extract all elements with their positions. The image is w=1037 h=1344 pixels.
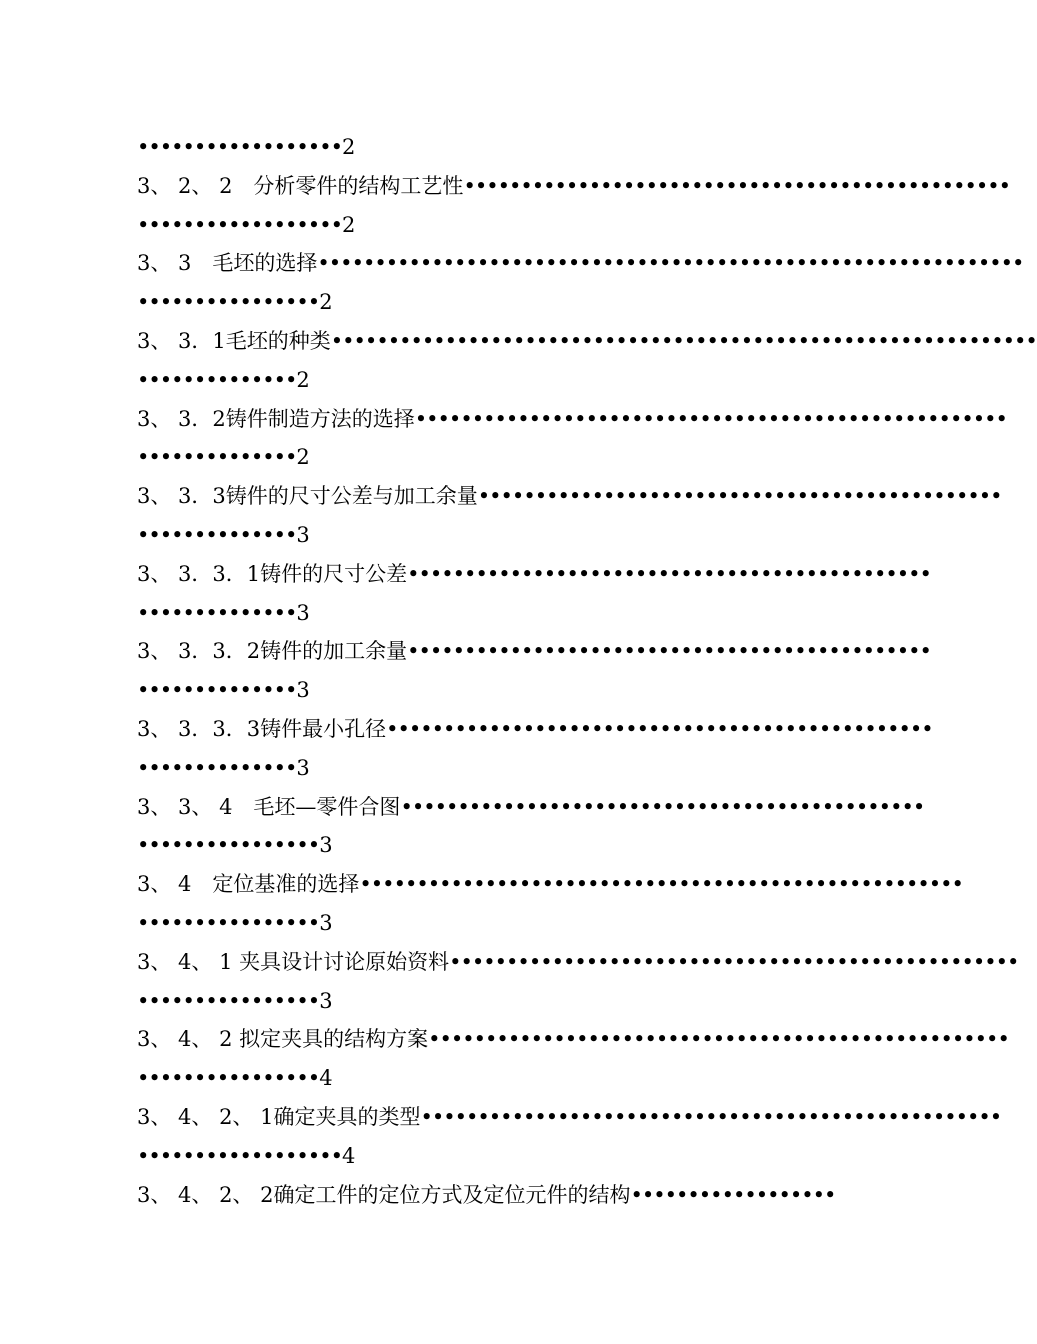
toc-page-number: 3 [319,910,333,935]
toc-leader-dots: •••••••••••••••••• [630,1182,836,1207]
toc-leader-dots: •••••••••••••••••••••••••••••••••••••••••••••••• [386,716,933,741]
toc-page-number: 3 [296,678,310,703]
toc-page-number: 4 [341,1143,356,1168]
toc-entry-label: 3、 3．3．2铸件的加工余量 [137,639,408,664]
toc-entry [137,555,931,594]
toc-page-number: 3 [296,522,310,547]
toc-continuation-line [137,904,837,943]
toc-entry [137,1176,837,1215]
toc-continuation-line [137,206,837,245]
toc-leader-dots: •••••••••••••••••••••••••••••••••••••••••••••••• [463,173,1010,198]
toc-continuation-line [137,361,837,400]
toc-leader-dots: •••••••••••••••••••••••••••••••••••••••••••••• [400,794,925,819]
toc-page-number: 2 [341,135,356,159]
toc-entry-label: 3、 3．1毛坯的种类 [137,328,331,353]
toc-leader-dots: •••••••••••••••••••••••••••••••••••••••••••••• [407,639,931,664]
toc-leader-dots: •••••••••••••••• [137,910,320,935]
toc-entry [137,1098,1002,1137]
toc-page-number: 3 [319,833,333,858]
toc-page-number: 3 [319,988,333,1013]
toc-page-number: 3 [296,600,310,625]
toc-leader-dots: ••••••••••••••••••••••••••••••••••••••••••••••••••• [428,1027,1009,1052]
toc-entry [137,322,1037,361]
toc-leader-dots: ••••••••••••••••••••••••••••••••••••••••••••••••••••• [359,872,963,897]
toc-page-number: 2 [341,212,356,237]
toc-entry-label: 3、 3．3铸件的尺寸公差与加工余量 [137,484,478,509]
toc-entry-label: 3、 4、 2 拟定夹具的结构方案 [137,1027,429,1052]
toc-leader-dots: •••••••••••••••••••••••••••••••••••••••••••••• [477,484,1002,509]
toc-entry-label: 3、 4、 2、 2确定工件的定位方式及定位元件的结构 [137,1182,631,1207]
toc-page-number: 2 [319,290,333,315]
toc-entry-label: 3、 2、 2 分析零件的结构工艺性 [137,173,464,198]
toc-continuation-line [137,982,837,1021]
toc-leader-dots: •••••••••••••••••••••••••••••••••••••••••••••• [407,561,931,586]
toc-entry-label: 3、 4、 1 夹具设计讨论原始资料 [137,949,450,974]
toc-leader-dots: •••••••••••••••••••••••••••••••••••••••••••••••••••• [414,406,1007,431]
toc-entry [137,477,1002,516]
toc-leader-dots: •••••••••••••• [137,600,297,625]
toc-leader-dots: •••••••••••••• [137,367,297,392]
toc-entry-label: 3、 4 定位基准的选择 [137,872,360,897]
toc-leader-dots: •••••••••••••••• [137,290,320,315]
toc-entry-label: 3、 3．3．3铸件最小孔径 [137,716,387,741]
toc-continuation-line [137,128,837,167]
toc-leader-dots: •••••••••••••••••• [137,212,342,237]
toc-continuation-line [137,283,837,322]
toc-continuation-line [137,1059,837,1098]
toc-continuation-line [137,749,837,788]
toc-leader-dots: •••••••••••••••••• [137,1143,342,1168]
toc-leader-dots: •••••••••••••• [137,755,297,780]
toc-continuation-line [137,594,837,633]
toc-entry [137,400,1007,439]
toc-entry [137,1020,1009,1059]
toc-leader-dots: •••••••••••••••••• [137,135,342,159]
toc-page-number: 4 [319,1066,333,1091]
table-of-contents [137,128,1037,1214]
toc-leader-dots: •••••••••••••• [137,522,297,547]
toc-entry-label: 3、 4、 2、 1确定夹具的类型 [137,1104,421,1129]
toc-entry [137,943,1019,982]
toc-entry [137,167,1010,206]
toc-leader-dots: •••••••••••••••••••••••••••••••••••••••••••••••••••••••••••••• [317,251,1024,276]
toc-leader-dots: •••••••••••••••• [137,988,320,1013]
toc-page-number: 2 [296,367,310,392]
toc-entry-label: 3、 3、 4 毛坯—零件合图 [137,794,401,819]
toc-entry [137,244,1024,283]
toc-continuation-line [137,1137,837,1176]
toc-entry [137,865,963,904]
toc-leader-dots: •••••••••••••••• [137,833,320,858]
toc-page-number: 2 [296,445,310,470]
toc-leader-dots: •••••••••••••••••••••••••••••••••••••••••••••••••••••••••••••• [330,328,1037,353]
toc-entry [137,710,933,749]
toc-continuation-line [137,438,837,477]
toc-entry [137,788,925,827]
toc-entry [137,632,931,671]
toc-leader-dots: •••••••••••••• [137,678,297,703]
toc-continuation-line [137,826,837,865]
toc-entry-label: 3、 3 毛坯的选择 [137,251,318,276]
toc-page-number: 3 [296,755,310,780]
toc-leader-dots: •••••••••••••••••••••••••••••••••••••••••••••••••• [449,949,1019,974]
toc-continuation-line [137,671,837,710]
toc-leader-dots: •••••••••••••••• [137,1066,320,1091]
toc-entry-label: 3、 3．2铸件制造方法的选择 [137,406,415,431]
toc-continuation-line [137,516,837,555]
toc-leader-dots: •••••••••••••• [137,445,297,470]
toc-leader-dots: ••••••••••••••••••••••••••••••••••••••••••••••••••• [420,1104,1002,1129]
toc-entry-label: 3、 3．3．1铸件的尺寸公差 [137,561,408,586]
